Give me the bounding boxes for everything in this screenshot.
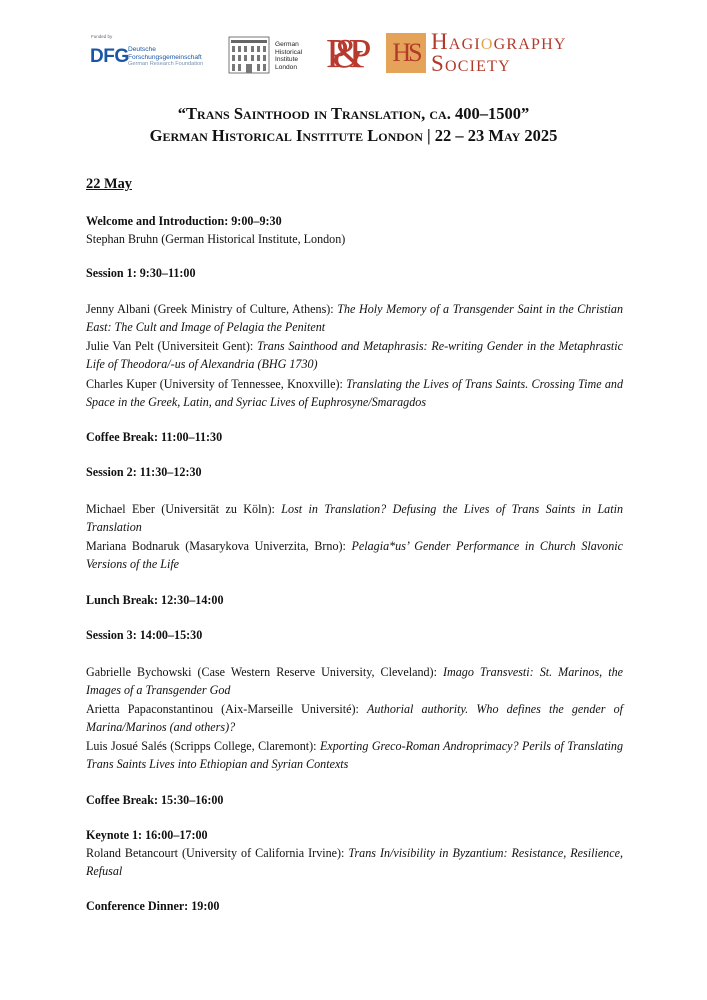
talk-title: Pelagia*us’ Gender Performance in Church Slavonic Versions of the Life: [86, 539, 623, 571]
dfg-name-line: German Research Foundation: [128, 61, 204, 68]
talk-title: The Holy Memory of a Transgender Saint in the Christian East: The Cult and Image of Pelagia the Penitent: [86, 302, 623, 334]
hs-name-part: Society: [431, 51, 511, 76]
dfg-name: [128, 46, 203, 69]
dfg-mark: DFG: [90, 46, 129, 67]
hs-monogram: HS: [392, 38, 420, 67]
talk: [86, 375, 623, 411]
day-heading: 22 May: [86, 176, 132, 192]
dfg-logo: [88, 34, 213, 78]
hagiography-society-logo: [386, 31, 626, 79]
title-line: “Trans Sainthood in Translation, ca. 400–1500”: [177, 104, 530, 123]
session-1-heading: Session 1: 9:30–11:00: [86, 266, 196, 280]
talk-title: Imago Transvesti: St. Marinos, the Images of a Transgender God: [86, 665, 623, 697]
talk-speaker: Mariana Bodnaruk (Masarykova Univerzita, Brno):: [86, 539, 352, 553]
hs-name-part: graphy: [493, 29, 567, 54]
talk-speaker: Julie Van Pelt (Universiteit Gent):: [86, 339, 258, 353]
talk: [86, 300, 623, 336]
talk-speaker: Michael Eber (Universität zu Köln):: [86, 502, 282, 516]
talk-speaker: Charles Kuper (University of Tennessee, Knoxville):: [86, 377, 347, 391]
session-3-heading: Session 3: 14:00–15:30: [86, 628, 203, 642]
talk: [86, 700, 623, 736]
talk: [86, 537, 623, 573]
ghi-name-line: London: [275, 64, 298, 72]
keynote-heading: Keynote 1: 16:00–17:00: [86, 828, 208, 842]
conference-dinner: Conference Dinner: 19:00: [86, 899, 220, 913]
ghi-name: [275, 41, 302, 72]
welcome-heading: Welcome and Introduction: 9:00–9:30: [86, 214, 282, 228]
talk: [86, 500, 623, 536]
past-and-present-logo: [326, 30, 376, 78]
coffee-break: Coffee Break: 11:00–11:30: [86, 430, 223, 444]
hs-name: [431, 31, 567, 75]
dfg-name-line: Deutsche: [128, 46, 156, 53]
welcome-speaker: Stephan Bruhn (German Historical Institute, London): [86, 232, 346, 246]
ghi-name-line: Historical: [275, 48, 303, 56]
talk: [86, 844, 623, 880]
talk-title: Trans Sainthood and Metaphrasis: Re-writing Gender in the Metaphrastic Life of Theodora/-us of Alexandria (BHG 1730): [86, 339, 624, 371]
talk-title: Lost in Translation? Defusing the Lives of Trans Saints in Latin Translation: [86, 502, 623, 534]
header-logos: [88, 30, 623, 80]
talk-speaker: Jenny Albani (Greek Ministry of Culture, Athens):: [86, 302, 338, 316]
ghi-name-line: Institute: [275, 56, 299, 64]
pp-monogram: P&P: [326, 30, 356, 76]
dfg-funded-by: Funded by: [91, 34, 113, 39]
talk: [86, 337, 623, 373]
talk-title: Trans In/visibility in Byzantium: Resistance, Resilience, Refusal: [86, 846, 623, 878]
hs-name-part: Hagi: [431, 29, 481, 54]
hs-name-o: o: [480, 29, 494, 54]
lunch-break: Lunch Break: 12:30–14:00: [86, 593, 224, 607]
coffee-break: Coffee Break: 15:30–16:00: [86, 793, 224, 807]
building-icon: [228, 36, 270, 74]
dfg-name-line: Forschungsgemeinschaft: [128, 53, 202, 61]
talk-title: Exporting Greco-Roman Androprimacy? Perils of Translating Trans Saints Lives into Ethiopian and Syrian Contexts: [86, 739, 624, 771]
ghi-logo: [228, 34, 318, 78]
talk-speaker: Gabrielle Bychowski (Case Western Reserve University, Cleveland):: [86, 665, 443, 679]
welcome-block: [86, 212, 623, 248]
talk-speaker: Arietta Papaconstantinou (Aix-Marseille Université):: [86, 702, 368, 716]
title-subline: German Historical Institute London | 22 – 23 May 2025: [149, 126, 558, 145]
ghi-name-line: German: [275, 41, 299, 48]
talk-speaker: Luis Josué Salés (Scripps College, Claremont):: [86, 739, 320, 753]
talk: [86, 663, 623, 699]
talk: [86, 737, 623, 773]
session-2-heading: Session 2: 11:30–12:30: [86, 465, 202, 479]
talk-speaker: Roland Betancourt (University of California Irvine):: [86, 846, 349, 860]
page-title: [0, 103, 707, 147]
talk-title: Translating the Lives of Trans Saints. Crossing Time and Space in the Greek, Latin, and Syriac Lives of Euphrosyne/Smaragdos: [86, 377, 623, 409]
keynote-block: [86, 826, 623, 880]
hs-monogram-box: [386, 33, 426, 73]
talk-title: Authorial authority. Who defines the gender of Marina/Marinos (and others)?: [86, 702, 623, 734]
